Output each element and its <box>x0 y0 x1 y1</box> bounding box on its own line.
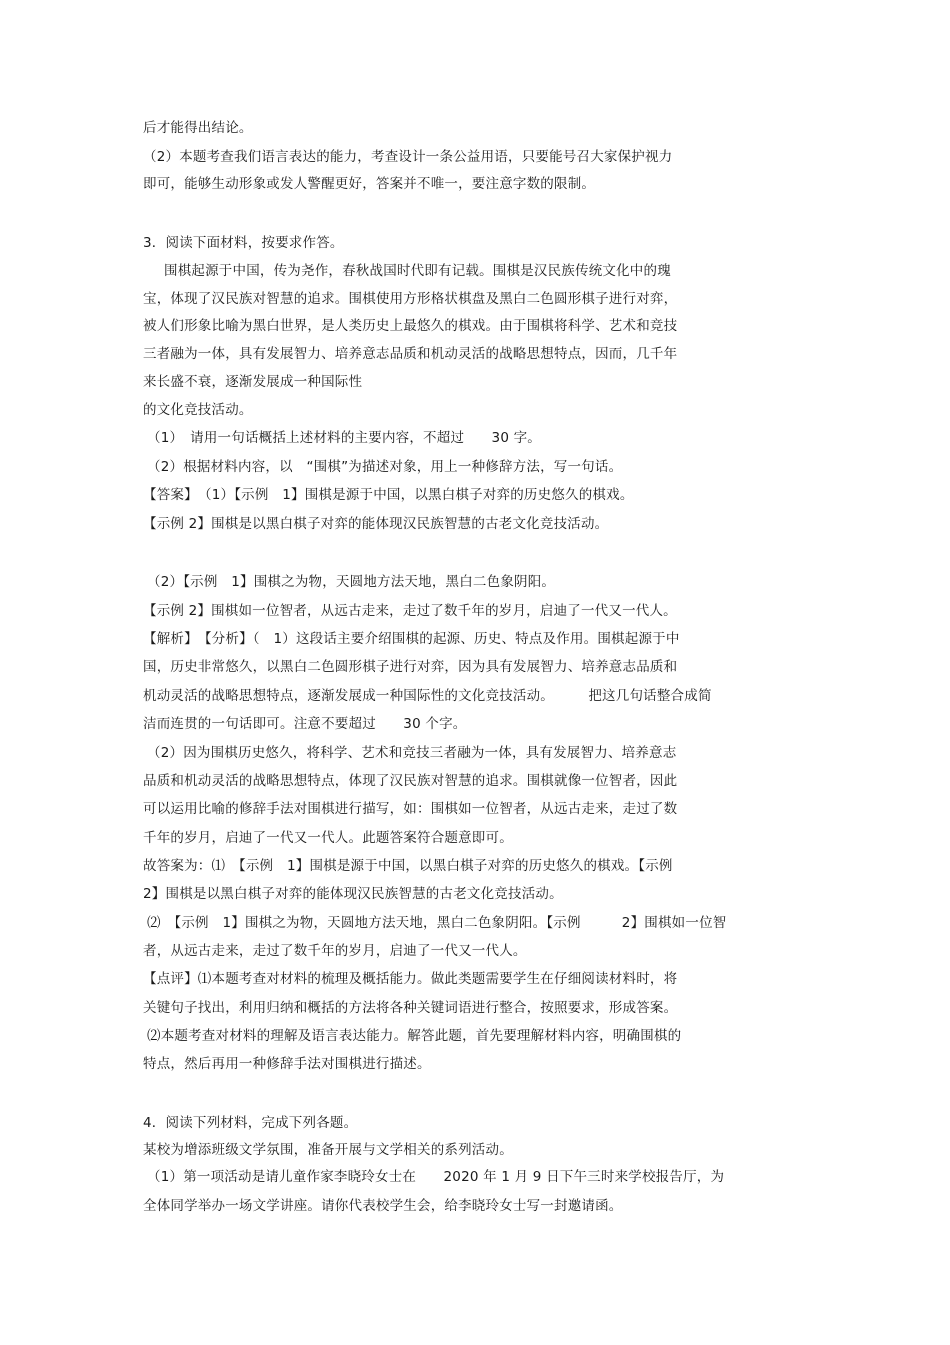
text-line: ⑵ 【示例 1】围棋之为物，天圆地方法天地，黑白二色象阴阳。【示例 2】围棋如一位智 <box>147 915 727 931</box>
answer-line: 【答案】 （1）【示例 1】围棋是源于中国，以黑白棋子对弈的历史悠久的棋戏。 <box>143 487 634 503</box>
comment-line: 【点评】⑴本题考查对材料的梳理及概括能力。做此类题需要学生在仔细阅读材料时，将 <box>143 971 678 987</box>
text-line: 全体同学举办一场文学讲座。请你代表校学生会，给李晓玲女士写一封邀请函。 <box>143 1198 623 1214</box>
text-line: （2）本题考查我们语言表达的能力，考查设计一条公益用语，只要能号召大家保护视力 <box>143 149 673 165</box>
text-line: ⑵本题考查对材料的理解及语言表达能力。解答此题，首先要理解材料内容，明确围棋的 <box>147 1028 682 1044</box>
text-line: 三者融为一体，具有发展智力、培养意志品质和机动灵活的战略思想特点，因而，几千年 <box>143 346 678 362</box>
answer-line: （2）【示例 1】围棋之为物，天圆地方法天地，黑白二色象阴阳。 <box>147 574 556 590</box>
text-line: 即可，能够生动形象或发人警醒更好，答案并不唯一，要注意字数的限制。 <box>143 176 596 192</box>
answer-line: 【示例 2】围棋如一位智者，从远古走来，走过了数千年的岁月，启迪了一代又一代人。 <box>143 603 677 619</box>
analysis-line: 【解析】 【分析】（ 1）这段话主要介绍围棋的起源、历史、特点及作用。围棋起源于中 <box>143 631 680 647</box>
text-line: 者，从远古走来，走过了数千年的岁月，启迪了一代又一代人。 <box>143 943 527 959</box>
text-line: （1）第一项活动是请儿童作家李晓玲女士在 2020 年 1 月 9 日下午三时来学校报告厅，为 <box>147 1169 725 1185</box>
text-line: 围棋起源于中国，传为尧作，春秋战国时代即有记载。围棋是汉民族传统文化中的瑰 <box>164 263 671 279</box>
text-line: 的文化竞技活动。 <box>143 402 253 418</box>
text-line: （2）根据材料内容，以 “围棋”为描述对象，用上一种修辞方法，写一句话。 <box>147 459 623 475</box>
question-heading: 4．阅读下列材料，完成下列各题。 <box>143 1115 358 1131</box>
text-line: 国，历史非常悠久，以黑白二色圆形棋子进行对弈，因为具有发展智力、培养意志品质和 <box>143 659 678 675</box>
text-line: 某校为增添班级文学氛围，准备开展与文学相关的系列活动。 <box>143 1142 513 1158</box>
text-line: 被人们形象比喻为黑白世界，是人类历史上最悠久的棋戏。由于围棋将科学、艺术和竞技 <box>143 318 678 334</box>
text-line: 品质和机动灵活的战略思想特点，体现了汉民族对智慧的追求。围棋就像一位智者，因此 <box>143 773 678 789</box>
text-line: （2）因为围棋历史悠久，将科学、艺术和竞技三者融为一体，具有发展智力、培养意志 <box>147 745 677 761</box>
text-line: （1） 请用一句话概括上述材料的主要内容，不超过 30 字。 <box>147 430 542 446</box>
text-line: 后才能得出结论。 <box>143 120 253 136</box>
question-heading: 3．阅读下面材料，按要求作答。 <box>143 235 344 251</box>
text-line: 宝，体现了汉民族对智慧的追求。围棋使用方形格状棋盘及黑白二色圆形棋子进行对弈， <box>143 291 678 307</box>
text-line: 洁而连贯的一句话即可。注意不要超过 30 个字。 <box>143 716 467 732</box>
text-line: 故答案为：⑴ 【示例 1】围棋是源于中国，以黑白棋子对弈的历史悠久的棋戏。【示例 <box>143 858 673 874</box>
text-line: 机动灵活的战略思想特点，逐渐发展成一种国际性的文化竞技活动。 把这几句话整合成简 <box>143 688 712 704</box>
text-line: 关键句子找出，利用归纳和概括的方法将各种关键词语进行整合，按照要求，形成答案。 <box>143 1000 678 1016</box>
answer-line: 【示例 2】围棋是以黑白棋子对弈的能体现汉民族智慧的古老文化竞技活动。 <box>143 516 609 532</box>
text-line: 特点，然后再用一种修辞手法对围棋进行描述。 <box>143 1056 431 1072</box>
text-line: 可以运用比喻的修辞手法对围棋进行描写，如：围棋如一位智者，从远古走来，走过了数 <box>143 801 678 817</box>
text-line: 千年的岁月，启迪了一代又一代人。此题答案符合题意即可。 <box>143 830 513 846</box>
text-line: 2】围棋是以黑白棋子对弈的能体现汉民族智慧的古老文化竞技活动。 <box>143 886 563 902</box>
text-line: 来长盛不衰，逐渐发展成一种国际性 <box>143 374 363 390</box>
